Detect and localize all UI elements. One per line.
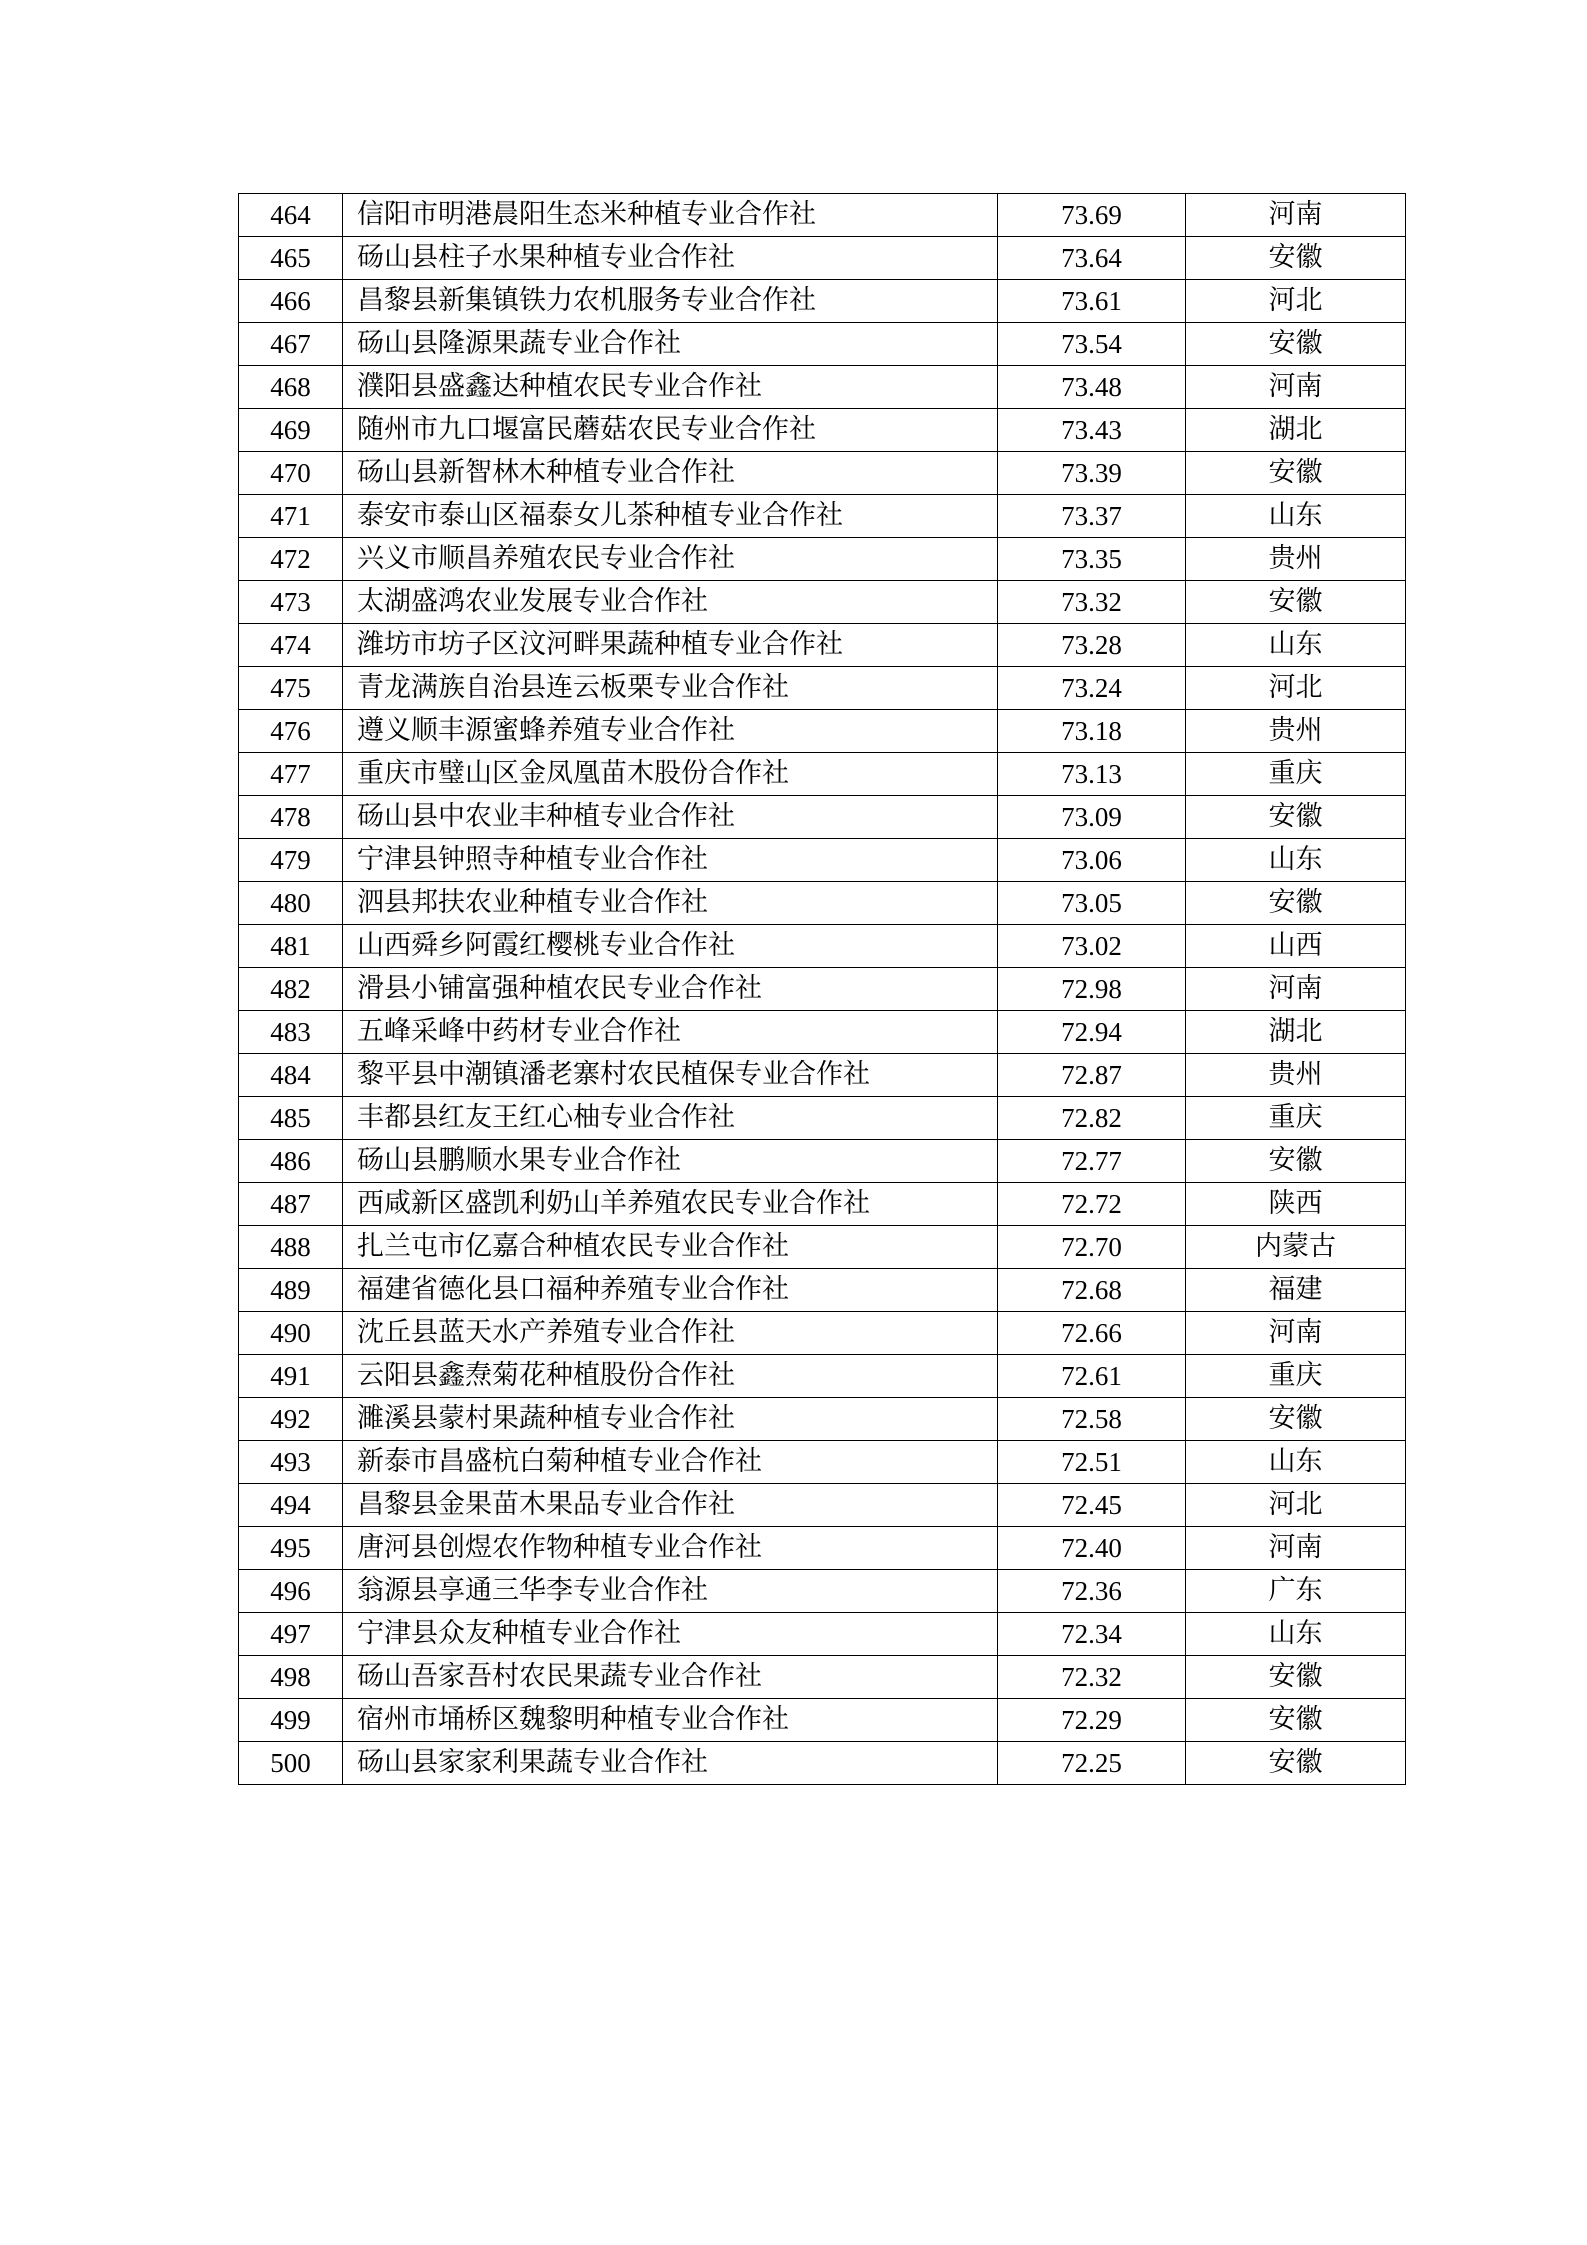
province-cell: 河南 bbox=[1186, 968, 1406, 1011]
cooperative-name-cell: 砀山县隆源果蔬专业合作社 bbox=[343, 323, 998, 366]
table-row bbox=[239, 882, 1406, 925]
score-cell: 73.48 bbox=[998, 366, 1186, 409]
cooperative-name-cell: 潍坊市坊子区汶河畔果蔬种植专业合作社 bbox=[343, 624, 998, 667]
table-row bbox=[239, 1570, 1406, 1613]
cooperative-name-cell: 西咸新区盛凯利奶山羊养殖农民专业合作社 bbox=[343, 1183, 998, 1226]
rank-cell: 496 bbox=[239, 1570, 343, 1613]
rank-cell: 474 bbox=[239, 624, 343, 667]
province-cell: 河南 bbox=[1186, 1527, 1406, 1570]
province-cell: 重庆 bbox=[1186, 1097, 1406, 1140]
cooperative-name-cell: 昌黎县金果苗木果品专业合作社 bbox=[343, 1484, 998, 1527]
score-cell: 73.64 bbox=[998, 237, 1186, 280]
province-cell: 贵州 bbox=[1186, 710, 1406, 753]
province-cell: 安徽 bbox=[1186, 882, 1406, 925]
score-cell: 73.69 bbox=[998, 194, 1186, 237]
score-cell: 72.68 bbox=[998, 1269, 1186, 1312]
cooperative-name-cell: 新泰市昌盛杭白菊种植专业合作社 bbox=[343, 1441, 998, 1484]
rank-cell: 484 bbox=[239, 1054, 343, 1097]
rank-cell: 471 bbox=[239, 495, 343, 538]
score-cell: 73.43 bbox=[998, 409, 1186, 452]
rank-cell: 493 bbox=[239, 1441, 343, 1484]
table-row bbox=[239, 1226, 1406, 1269]
score-cell: 72.70 bbox=[998, 1226, 1186, 1269]
score-cell: 72.77 bbox=[998, 1140, 1186, 1183]
rank-cell: 467 bbox=[239, 323, 343, 366]
rank-cell: 465 bbox=[239, 237, 343, 280]
ranking-table bbox=[238, 193, 1406, 1785]
rank-cell: 473 bbox=[239, 581, 343, 624]
table-row bbox=[239, 323, 1406, 366]
cooperative-name-cell: 砀山县中农业丰种植专业合作社 bbox=[343, 796, 998, 839]
rank-cell: 485 bbox=[239, 1097, 343, 1140]
province-cell: 重庆 bbox=[1186, 753, 1406, 796]
score-cell: 73.09 bbox=[998, 796, 1186, 839]
score-cell: 73.13 bbox=[998, 753, 1186, 796]
province-cell: 安徽 bbox=[1186, 796, 1406, 839]
province-cell: 广东 bbox=[1186, 1570, 1406, 1613]
cooperative-name-cell: 滑县小铺富强种植农民专业合作社 bbox=[343, 968, 998, 1011]
cooperative-name-cell: 宁津县钟照寺种植专业合作社 bbox=[343, 839, 998, 882]
table-row bbox=[239, 366, 1406, 409]
score-cell: 72.25 bbox=[998, 1742, 1186, 1785]
cooperative-name-cell: 砀山吾家吾村农民果蔬专业合作社 bbox=[343, 1656, 998, 1699]
province-cell: 山东 bbox=[1186, 495, 1406, 538]
cooperative-name-cell: 泰安市泰山区福泰女儿茶种植专业合作社 bbox=[343, 495, 998, 538]
rank-cell: 470 bbox=[239, 452, 343, 495]
cooperative-name-cell: 云阳县鑫焘菊花种植股份合作社 bbox=[343, 1355, 998, 1398]
table-row bbox=[239, 1140, 1406, 1183]
score-cell: 73.32 bbox=[998, 581, 1186, 624]
province-cell: 安徽 bbox=[1186, 452, 1406, 495]
cooperative-name-cell: 丰都县红友王红心柚专业合作社 bbox=[343, 1097, 998, 1140]
province-cell: 福建 bbox=[1186, 1269, 1406, 1312]
score-cell: 72.51 bbox=[998, 1441, 1186, 1484]
rank-cell: 497 bbox=[239, 1613, 343, 1656]
table-row bbox=[239, 495, 1406, 538]
score-cell: 72.58 bbox=[998, 1398, 1186, 1441]
province-cell: 山东 bbox=[1186, 624, 1406, 667]
score-cell: 73.35 bbox=[998, 538, 1186, 581]
table-row bbox=[239, 1312, 1406, 1355]
cooperative-name-cell: 砀山县家家利果蔬专业合作社 bbox=[343, 1742, 998, 1785]
table-row bbox=[239, 1269, 1406, 1312]
rank-cell: 469 bbox=[239, 409, 343, 452]
score-cell: 72.61 bbox=[998, 1355, 1186, 1398]
province-cell: 陕西 bbox=[1186, 1183, 1406, 1226]
table-row bbox=[239, 667, 1406, 710]
cooperative-name-cell: 宿州市埇桥区魏黎明种植专业合作社 bbox=[343, 1699, 998, 1742]
rank-cell: 464 bbox=[239, 194, 343, 237]
cooperative-name-cell: 随州市九口堰富民蘑菇农民专业合作社 bbox=[343, 409, 998, 452]
province-cell: 重庆 bbox=[1186, 1355, 1406, 1398]
province-cell: 河北 bbox=[1186, 1484, 1406, 1527]
rank-cell: 480 bbox=[239, 882, 343, 925]
table-row bbox=[239, 1613, 1406, 1656]
cooperative-name-cell: 福建省德化县口福种养殖专业合作社 bbox=[343, 1269, 998, 1312]
province-cell: 河北 bbox=[1186, 280, 1406, 323]
score-cell: 72.72 bbox=[998, 1183, 1186, 1226]
table-row bbox=[239, 1527, 1406, 1570]
score-cell: 73.06 bbox=[998, 839, 1186, 882]
score-cell: 72.94 bbox=[998, 1011, 1186, 1054]
province-cell: 河南 bbox=[1186, 194, 1406, 237]
table-row bbox=[239, 968, 1406, 1011]
score-cell: 73.28 bbox=[998, 624, 1186, 667]
cooperative-name-cell: 翁源县享通三华李专业合作社 bbox=[343, 1570, 998, 1613]
score-cell: 72.34 bbox=[998, 1613, 1186, 1656]
table-row bbox=[239, 1484, 1406, 1527]
rank-cell: 481 bbox=[239, 925, 343, 968]
table-row bbox=[239, 710, 1406, 753]
rank-cell: 468 bbox=[239, 366, 343, 409]
province-cell: 安徽 bbox=[1186, 581, 1406, 624]
table-row bbox=[239, 1355, 1406, 1398]
score-cell: 72.87 bbox=[998, 1054, 1186, 1097]
rank-cell: 482 bbox=[239, 968, 343, 1011]
province-cell: 安徽 bbox=[1186, 1742, 1406, 1785]
table-row bbox=[239, 1441, 1406, 1484]
cooperative-name-cell: 沈丘县蓝天水产养殖专业合作社 bbox=[343, 1312, 998, 1355]
rank-cell: 478 bbox=[239, 796, 343, 839]
rank-cell: 477 bbox=[239, 753, 343, 796]
table-row bbox=[239, 796, 1406, 839]
rank-cell: 494 bbox=[239, 1484, 343, 1527]
cooperative-name-cell: 黎平县中潮镇潘老寨村农民植保专业合作社 bbox=[343, 1054, 998, 1097]
province-cell: 安徽 bbox=[1186, 1140, 1406, 1183]
rank-cell: 479 bbox=[239, 839, 343, 882]
cooperative-name-cell: 宁津县众友种植专业合作社 bbox=[343, 1613, 998, 1656]
rank-cell: 500 bbox=[239, 1742, 343, 1785]
province-cell: 内蒙古 bbox=[1186, 1226, 1406, 1269]
rank-cell: 475 bbox=[239, 667, 343, 710]
table-row bbox=[239, 1097, 1406, 1140]
score-cell: 72.36 bbox=[998, 1570, 1186, 1613]
province-cell: 湖北 bbox=[1186, 409, 1406, 452]
table-row bbox=[239, 839, 1406, 882]
score-cell: 73.39 bbox=[998, 452, 1186, 495]
rank-cell: 487 bbox=[239, 1183, 343, 1226]
province-cell: 贵州 bbox=[1186, 538, 1406, 581]
table-row bbox=[239, 280, 1406, 323]
rank-cell: 466 bbox=[239, 280, 343, 323]
score-cell: 73.61 bbox=[998, 280, 1186, 323]
rank-cell: 499 bbox=[239, 1699, 343, 1742]
score-cell: 73.18 bbox=[998, 710, 1186, 753]
table-row bbox=[239, 194, 1406, 237]
province-cell: 安徽 bbox=[1186, 1398, 1406, 1441]
cooperative-name-cell: 五峰采峰中药材专业合作社 bbox=[343, 1011, 998, 1054]
ranking-table-body bbox=[239, 194, 1406, 1785]
cooperative-name-cell: 泗县邦扶农业种植专业合作社 bbox=[343, 882, 998, 925]
cooperative-name-cell: 重庆市璧山区金凤凰苗木股份合作社 bbox=[343, 753, 998, 796]
province-cell: 山东 bbox=[1186, 1613, 1406, 1656]
cooperative-name-cell: 濮阳县盛鑫达种植农民专业合作社 bbox=[343, 366, 998, 409]
table-row bbox=[239, 409, 1406, 452]
rank-cell: 472 bbox=[239, 538, 343, 581]
score-cell: 72.40 bbox=[998, 1527, 1186, 1570]
province-cell: 山西 bbox=[1186, 925, 1406, 968]
cooperative-name-cell: 太湖盛鸿农业发展专业合作社 bbox=[343, 581, 998, 624]
province-cell: 河南 bbox=[1186, 1312, 1406, 1355]
score-cell: 73.24 bbox=[998, 667, 1186, 710]
province-cell: 湖北 bbox=[1186, 1011, 1406, 1054]
rank-cell: 498 bbox=[239, 1656, 343, 1699]
province-cell: 山东 bbox=[1186, 839, 1406, 882]
table-row bbox=[239, 1183, 1406, 1226]
score-cell: 73.54 bbox=[998, 323, 1186, 366]
cooperative-name-cell: 砀山县柱子水果种植专业合作社 bbox=[343, 237, 998, 280]
cooperative-name-cell: 砀山县新智林木种植专业合作社 bbox=[343, 452, 998, 495]
rank-cell: 476 bbox=[239, 710, 343, 753]
cooperative-name-cell: 遵义顺丰源蜜蜂养殖专业合作社 bbox=[343, 710, 998, 753]
province-cell: 河北 bbox=[1186, 667, 1406, 710]
rank-cell: 488 bbox=[239, 1226, 343, 1269]
table-row bbox=[239, 1011, 1406, 1054]
table-row bbox=[239, 753, 1406, 796]
cooperative-name-cell: 唐河县创煜农作物种植专业合作社 bbox=[343, 1527, 998, 1570]
cooperative-name-cell: 砀山县鹏顺水果专业合作社 bbox=[343, 1140, 998, 1183]
score-cell: 72.98 bbox=[998, 968, 1186, 1011]
score-cell: 73.05 bbox=[998, 882, 1186, 925]
province-cell: 安徽 bbox=[1186, 1699, 1406, 1742]
score-cell: 72.66 bbox=[998, 1312, 1186, 1355]
score-cell: 73.02 bbox=[998, 925, 1186, 968]
table-row bbox=[239, 237, 1406, 280]
cooperative-name-cell: 濉溪县蒙村果蔬种植专业合作社 bbox=[343, 1398, 998, 1441]
table-row bbox=[239, 1699, 1406, 1742]
province-cell: 安徽 bbox=[1186, 1656, 1406, 1699]
rank-cell: 490 bbox=[239, 1312, 343, 1355]
table-row bbox=[239, 1398, 1406, 1441]
province-cell: 山东 bbox=[1186, 1441, 1406, 1484]
province-cell: 安徽 bbox=[1186, 323, 1406, 366]
score-cell: 72.82 bbox=[998, 1097, 1186, 1140]
province-cell: 安徽 bbox=[1186, 237, 1406, 280]
score-cell: 72.29 bbox=[998, 1699, 1186, 1742]
score-cell: 72.45 bbox=[998, 1484, 1186, 1527]
rank-cell: 492 bbox=[239, 1398, 343, 1441]
cooperative-name-cell: 青龙满族自治县连云板栗专业合作社 bbox=[343, 667, 998, 710]
table-row bbox=[239, 581, 1406, 624]
rank-cell: 486 bbox=[239, 1140, 343, 1183]
table-row bbox=[239, 1656, 1406, 1699]
table-row bbox=[239, 624, 1406, 667]
cooperative-name-cell: 扎兰屯市亿嘉合种植农民专业合作社 bbox=[343, 1226, 998, 1269]
rank-cell: 491 bbox=[239, 1355, 343, 1398]
rank-cell: 495 bbox=[239, 1527, 343, 1570]
province-cell: 贵州 bbox=[1186, 1054, 1406, 1097]
rank-cell: 489 bbox=[239, 1269, 343, 1312]
score-cell: 72.32 bbox=[998, 1656, 1186, 1699]
cooperative-name-cell: 兴义市顺昌养殖农民专业合作社 bbox=[343, 538, 998, 581]
cooperative-name-cell: 信阳市明港晨阳生态米种植专业合作社 bbox=[343, 194, 998, 237]
table-row bbox=[239, 1054, 1406, 1097]
table-row bbox=[239, 452, 1406, 495]
table-row bbox=[239, 538, 1406, 581]
cooperative-name-cell: 山西舜乡阿霞红樱桃专业合作社 bbox=[343, 925, 998, 968]
cooperative-name-cell: 昌黎县新集镇铁力农机服务专业合作社 bbox=[343, 280, 998, 323]
rank-cell: 483 bbox=[239, 1011, 343, 1054]
province-cell: 河南 bbox=[1186, 366, 1406, 409]
table-row bbox=[239, 925, 1406, 968]
table-row bbox=[239, 1742, 1406, 1785]
score-cell: 73.37 bbox=[998, 495, 1186, 538]
